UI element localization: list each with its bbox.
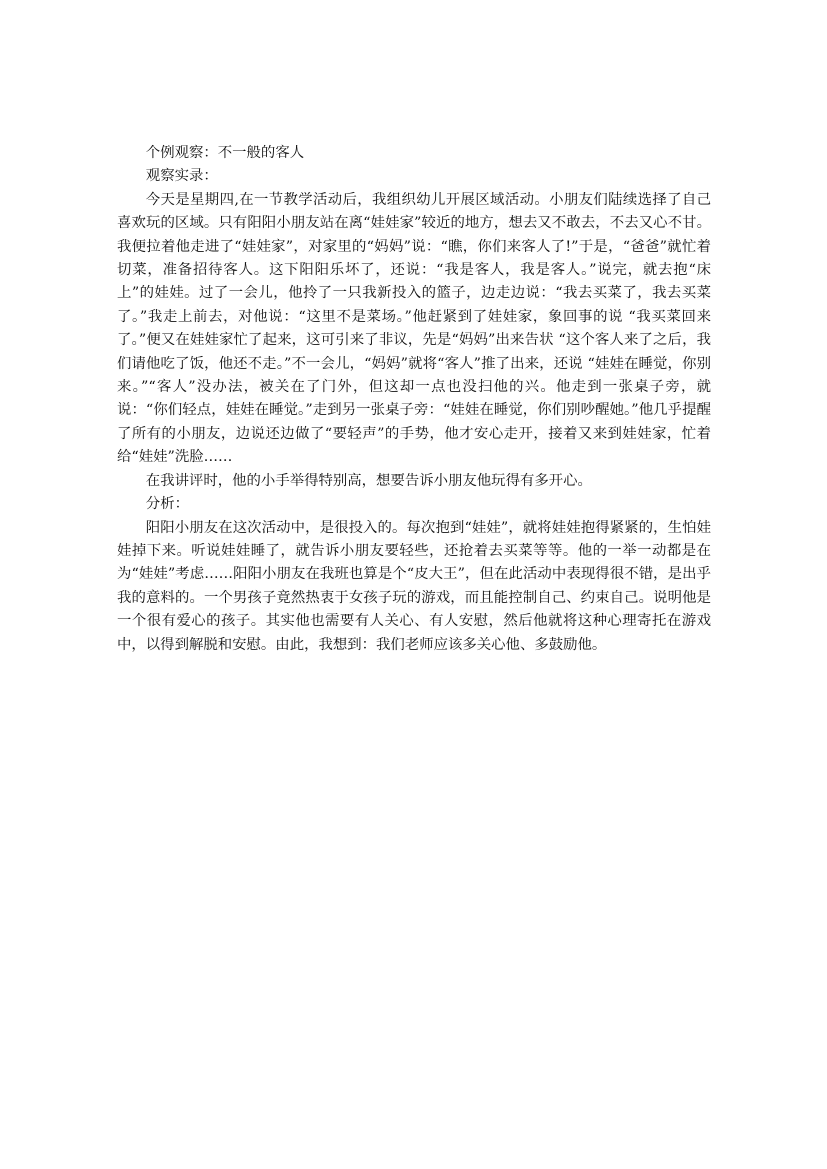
document-title: 个例观察：不一般的客人 xyxy=(145,145,305,161)
analysis-heading: 分析： xyxy=(145,496,189,513)
evaluation-paragraph: 在我讲评时，他的小手举得特别高，想要告诉小朋友他玩得有多开心。 xyxy=(145,472,592,489)
document-body xyxy=(117,142,711,657)
observation-paragraph: 今天是星期四,在一节教学活动后，我组织幼儿开展区域活动。小朋友们陆续选择了自己喜欢玩的区域。只有阳阳小朋友站在离“娃娃家”较近的地方，想去又不敢去，不去又心不甘。我便拉着他走进了“娃娃家”，对家里的“妈妈”说：“瞧，你们来客人了!”于是，“爸爸”就忙着切菜，准备招待客人。这下阳阳乐坏了，还说：“我是客人，我是客人。”说完，就去抱“床上”的娃娃。过了一会儿，他拎了一只我新投入的篮子，边走边说：“我去买菜了，我去买菜了。”我走上前去，对他说：“这里不是菜场。”他赶紧到了娃娃家，象回事的说 “我买菜回来了。”便又在娃娃家忙了起来，这可引来了非议，先是“妈妈”出来告状 “这个客人来了之后，我们请他吃了饭，他还不走。”不一会儿，“妈妈”就将“客人”推了出来，还说 “娃娃在睡觉，你别来。”“客人”没办法，被关在了门外，但这却一点也没扫他的兴。他走到一张桌子旁，就说：“你们轻点，娃娃在睡觉。”走到另一张桌子旁：“娃娃在睡觉，你们别吵醒她。”他几乎提醒了所有的小朋友，边说还边做了“要轻声”的手势，他才安心走开，接着又来到娃娃家，忙着给“娃娃”洗脸…… xyxy=(117,191,711,466)
observation-record-heading: 观察实录： xyxy=(145,168,218,185)
analysis-paragraph: 阳阳小朋友在这次活动中，是很投入的。每次抱到“娃娃”，就将娃娃抱得紧紧的，生怕娃娃掉下来。听说娃娃睡了，就告诉小朋友要轻些，还抢着去买菜等等。他的一举一动都是在为“娃娃”考虑……阳阳小朋友在我班也算是个“皮大王”，但在此活动中表现得很不错，是出乎我的意料的。一个男孩子竟然热衷于女孩子玩的游戏，而且能控制自己、约束自己。说明他是一个很有爱心的孩子。其实他也需要有人关心、有人安慰，然后他就将这种心理寄托在游戏中，以得到解脱和安慰。由此，我想到：我们老师应该多关心他、多鼓励他。 xyxy=(117,519,711,653)
